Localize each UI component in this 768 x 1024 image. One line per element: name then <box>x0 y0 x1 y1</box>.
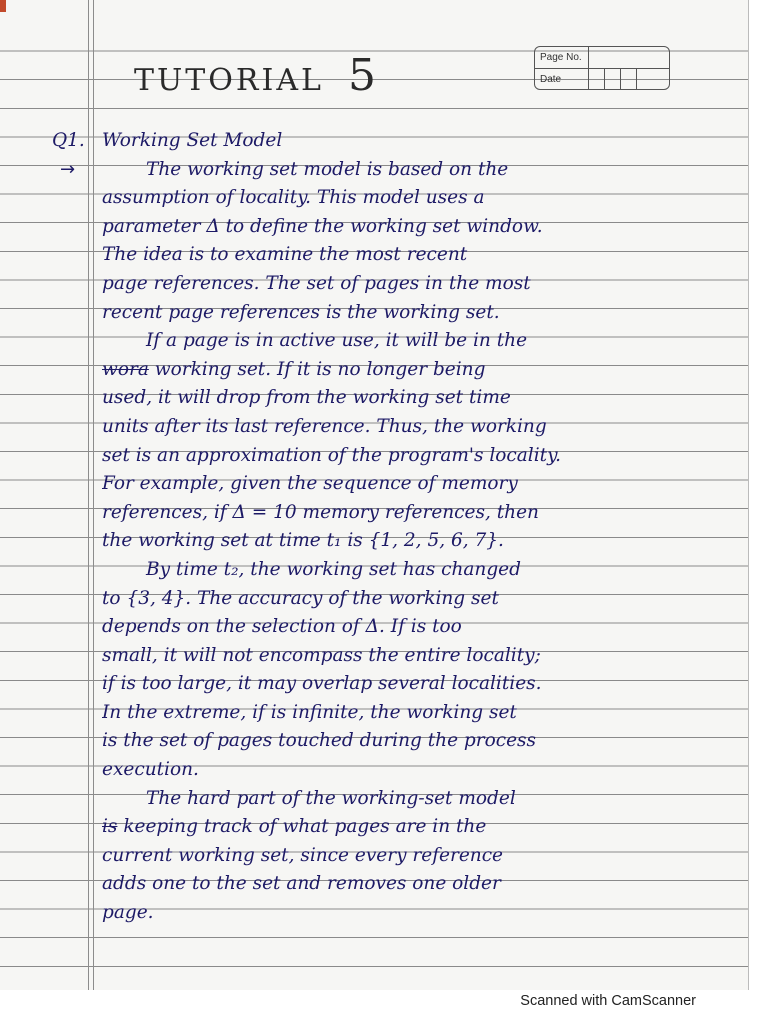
title-text: TUTORIAL <box>134 63 324 98</box>
margin-line <box>88 0 89 990</box>
date-cell <box>605 69 621 90</box>
text-line: The idea is to examine the most recent <box>102 244 468 266</box>
text-line: depends on the selection of Δ. If is too <box>102 616 462 638</box>
corner-mark <box>0 0 6 12</box>
text-line: if is too large, it may overlap several localities. <box>102 673 542 695</box>
arrow-icon: → <box>60 159 76 180</box>
text-line: page. <box>102 902 154 924</box>
text-line: used, it will drop from the working set time <box>102 387 511 409</box>
text-line: assumption of locality. This model uses a <box>102 187 485 209</box>
handwritten-text <box>102 127 722 928</box>
text-line: The hard part of the working-set model <box>146 787 516 809</box>
page-no-label: Page No. <box>535 47 589 68</box>
date-cell <box>621 69 637 90</box>
text-line-content: working set. If it is no longer being <box>154 358 486 380</box>
text-line <box>102 813 722 842</box>
scanner-watermark: Scanned with CamScanner <box>520 993 696 1009</box>
text-line: references, if Δ = 10 memory references, then <box>102 501 539 523</box>
text-line: In the extreme, if is infinite, the working set <box>102 701 517 723</box>
text-line-content: keeping track of what pages are in the <box>123 816 487 838</box>
date-row <box>535 68 669 90</box>
text-line: is the set of pages touched during the process <box>102 730 537 752</box>
page-no-row <box>535 47 669 68</box>
text-line: small, it will not encompass the entire locality; <box>102 644 541 666</box>
struck-word: is <box>102 816 118 838</box>
title-number: 5 <box>347 50 376 101</box>
text-line: current working set, since every reference <box>102 844 504 866</box>
page-top-strip <box>0 0 748 18</box>
text-line: adds one to the set and removes one older <box>102 873 501 895</box>
page-date-box <box>534 46 670 90</box>
text-line: If a page is in active use, it will be in the <box>146 330 528 352</box>
text-line: parameter Δ to define the working set window. <box>102 215 543 237</box>
date-cell <box>589 69 605 90</box>
text-line: execution. <box>102 759 199 781</box>
page-title <box>134 50 376 101</box>
text-line: units after its last reference. Thus, the working <box>102 415 547 437</box>
struck-word: wora <box>102 358 149 380</box>
date-label: Date <box>535 69 589 90</box>
text-line: By time t₂, the working set has changed <box>146 558 521 580</box>
text-line: to {3, 4}. The accuracy of the working set <box>102 587 499 609</box>
margin-line-inner <box>93 0 94 990</box>
text-line: recent page references is the working set. <box>102 301 500 323</box>
text-line: For example, given the sequence of memory <box>102 473 518 495</box>
text-line: The working set model is based on the <box>146 158 509 180</box>
text-line: Working Set Model <box>102 130 283 151</box>
text-line: set is an approximation of the program's locality. <box>102 444 561 466</box>
text-line <box>102 356 722 385</box>
text-line: the working set at time t₁ is {1, 2, 5, 6, 7}. <box>102 530 504 552</box>
text-line: page references. The set of pages in the most <box>102 272 531 294</box>
question-number: Q1. <box>52 130 85 151</box>
